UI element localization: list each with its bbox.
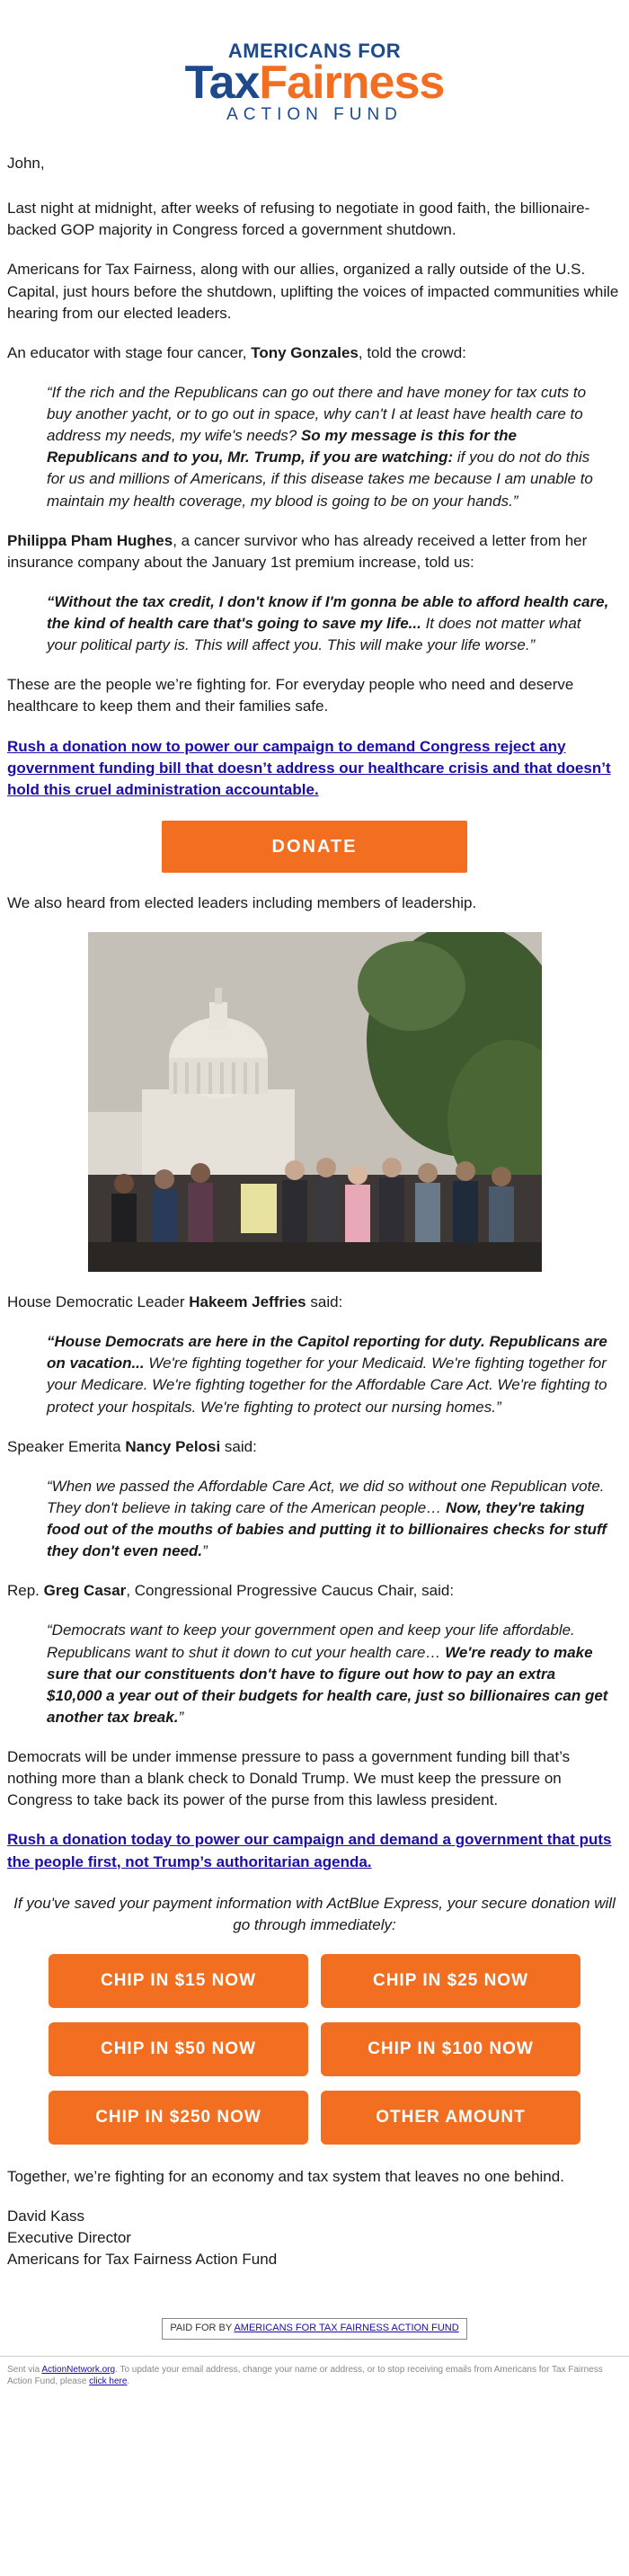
paragraph-closing: Together, we’re fighting for an economy and tax system that leaves no one behind. (7, 2167, 564, 2185)
speaker-name: Hakeem Jeffries (189, 1293, 306, 1310)
quote-text: “Democrats want to keep your government open and keep your life affordable. Republicans want to shut it down to cut your health care… (47, 1621, 575, 1661)
signature-title: Executive Director (7, 2229, 131, 2247)
paragraph-pressure: Democrats will be under immense pressure to pass a government funding bill that’s nothing more than a blank check to Donald Trump. We must keep the pressure on Congress to take back its power of the purse from this lawless president. (7, 1748, 571, 1809)
paragraph-casar (7, 1580, 622, 1602)
chip-in-grid (7, 1954, 622, 2145)
speaker-name: Greg Casar (43, 1582, 127, 1600)
quote-bold: “House Democrats are here in the Capitol reporting for duty. Republicans are on vacation... (47, 1333, 607, 1372)
text: said: (220, 1437, 257, 1455)
speaker-name: Nancy Pelosi (125, 1437, 221, 1455)
logo-line3: ACTION FUND (226, 105, 403, 125)
speaker-name: Philippa Pham Hughes (7, 531, 173, 549)
rally-photo (88, 932, 542, 1272)
text: , Congressional Progressive Caucus Chair, said: (126, 1582, 455, 1600)
capitol-rally-image (88, 932, 542, 1272)
footer-text: Sent via (7, 2364, 42, 2375)
speaker-name: Tony Gonzales (251, 343, 359, 361)
signature-org: Americans for Tax Fairness Action Fund (7, 2251, 278, 2269)
paragraph-shutdown: Last night at midnight, after weeks of refusing to negotiate in good faith, the billionaire-backed GOP majority in Congress forced a government shutdown. (7, 200, 590, 239)
chip-in-250-button[interactable]: CHIP IN $250 NOW (49, 2091, 308, 2145)
quote-bold: “Without the tax credit, I don't know if I'm gonna be able to afford health care, the kind of health care that's going to save my life... (47, 592, 609, 632)
text: said: (306, 1293, 343, 1310)
logo (0, 0, 629, 133)
logo-fairness: Fairness (259, 57, 445, 109)
unsubscribe-link[interactable]: click here (89, 2376, 128, 2386)
donate-link-2[interactable]: Rush a donation today to power our campaign and demand a government that puts the people first, not Trump’s authoritarian agenda. (7, 1831, 612, 1870)
salutation: John, (7, 155, 45, 172)
text: House Democratic Leader (7, 1293, 190, 1310)
text: An educator with stage four cancer, (7, 343, 252, 361)
text: , told the crowd: (358, 343, 466, 361)
text: Speaker Emerita (7, 1437, 126, 1455)
paragraph-leaders: We also heard from elected leaders including members of leadership. (7, 893, 477, 911)
paragraph-fighting-for: These are the people we’re fighting for. For everyday people who need and deserve healthcare to keep them and their families safe. (7, 676, 574, 715)
text: , a cancer survivor who has already received a letter from her insurance company about the January 1st premium increase, told us: (7, 531, 588, 571)
footer-text: . To update your email address, change your name or address, or to stop receiving emails from Americans for Tax Fairness Action Fund, please (7, 2364, 603, 2386)
quote-bold: Now, they're taking food out of the mouths of babies and putting it to billionaires checks for stuff they don't even need. (47, 1498, 607, 1560)
donate-button-wrap (7, 821, 622, 873)
logo-tax: Tax (184, 57, 260, 109)
quote-text: “When we passed the Affordable Care Act, we did so without one Republican vote. They don't believe in taking care of the American people… (47, 1477, 605, 1516)
quote-text: if you do not do this for us and millions of Americans, if this disease takes me because I am unable to maintain my health coverage, my blood is going to be on your hands.” (47, 449, 593, 510)
actionnetwork-link[interactable]: ActionNetwork.org (41, 2364, 116, 2375)
quote-text: ” (178, 1708, 184, 1726)
donate-button[interactable]: DONATE (162, 821, 467, 873)
quote-text: We're fighting together for your Medicaid. We're fighting together for your Medicare. We're fighting together for the Affordable Care Act. We're fighting to protect your hospitals. We're fighting to protect our nursing homes.” (47, 1355, 607, 1416)
quote-bold: So my message is this for the Republicans and to you, Mr. Trump, if you are watching: (47, 427, 517, 466)
chip-in-25-button[interactable]: CHIP IN $25 NOW (321, 1954, 580, 2008)
logo-line2 (0, 57, 629, 109)
text: Rep. (7, 1582, 44, 1600)
logo-line1: AMERICANS FOR (227, 40, 402, 62)
quote-text: ” (202, 1542, 208, 1560)
paragraph-jeffries (7, 1292, 622, 1313)
paid-for-link[interactable]: AMERICANS FOR TAX FAIRNESS ACTION FUND (234, 2323, 459, 2334)
donate-link-1[interactable]: Rush a donation now to power our campaign to demand Congress reject any government funding bill that doesn’t address our healthcare crisis and that doesn’t hold this cruel administration accountable. (7, 737, 611, 798)
paragraph-hughes (7, 530, 622, 573)
quote-jeffries (7, 1331, 622, 1418)
quote-pelosi (7, 1476, 622, 1563)
chip-in-15-button[interactable]: CHIP IN $15 NOW (49, 1954, 308, 2008)
paragraph-rally: Americans for Tax Fairness, along with our allies, organized a rally outside of the U.S. Capital, just hours before the shutdown, uplifting the voices of impacted communities while hearing from our elected leaders. (7, 261, 619, 322)
footer-text: . (127, 2376, 130, 2386)
chip-in-100-button[interactable]: CHIP IN $100 NOW (321, 2022, 580, 2076)
message-content (0, 153, 629, 2270)
paid-for-disclaimer (0, 2315, 629, 2340)
quote-gonzales (7, 382, 622, 512)
paid-for-prefix: PAID FOR BY (170, 2323, 235, 2334)
paragraph-pelosi (7, 1436, 622, 1458)
signature-name: David Kass (7, 2207, 84, 2225)
actblue-intro: If you've saved your payment information with ActBlue Express, your secure donation will go through immediately: (13, 1894, 616, 1933)
quote-hughes (7, 591, 622, 656)
quote-casar (7, 1620, 622, 1728)
quote-text: It does not matter what your political party is. This will affect you. This will make your life worse.” (47, 615, 581, 654)
quote-bold: We're ready to make sure that our constituents don't have to figure out how to pay an extra $10,000 a year out of their budgets for health care, just so billionaires can get another tax break. (47, 1643, 608, 1726)
paid-for-box (162, 2318, 466, 2340)
footer (0, 2356, 629, 2387)
quote-text: “If the rich and the Republicans can go out there and have money for tax cuts to buy another yacht, or to go out in space, why can't I at least have health care to address my needs, my wife's needs? (47, 383, 587, 445)
signature (7, 2206, 622, 2270)
paragraph-educator (7, 342, 622, 364)
other-amount-button[interactable]: OTHER AMOUNT (321, 2091, 580, 2145)
chip-in-50-button[interactable]: CHIP IN $50 NOW (49, 2022, 308, 2076)
